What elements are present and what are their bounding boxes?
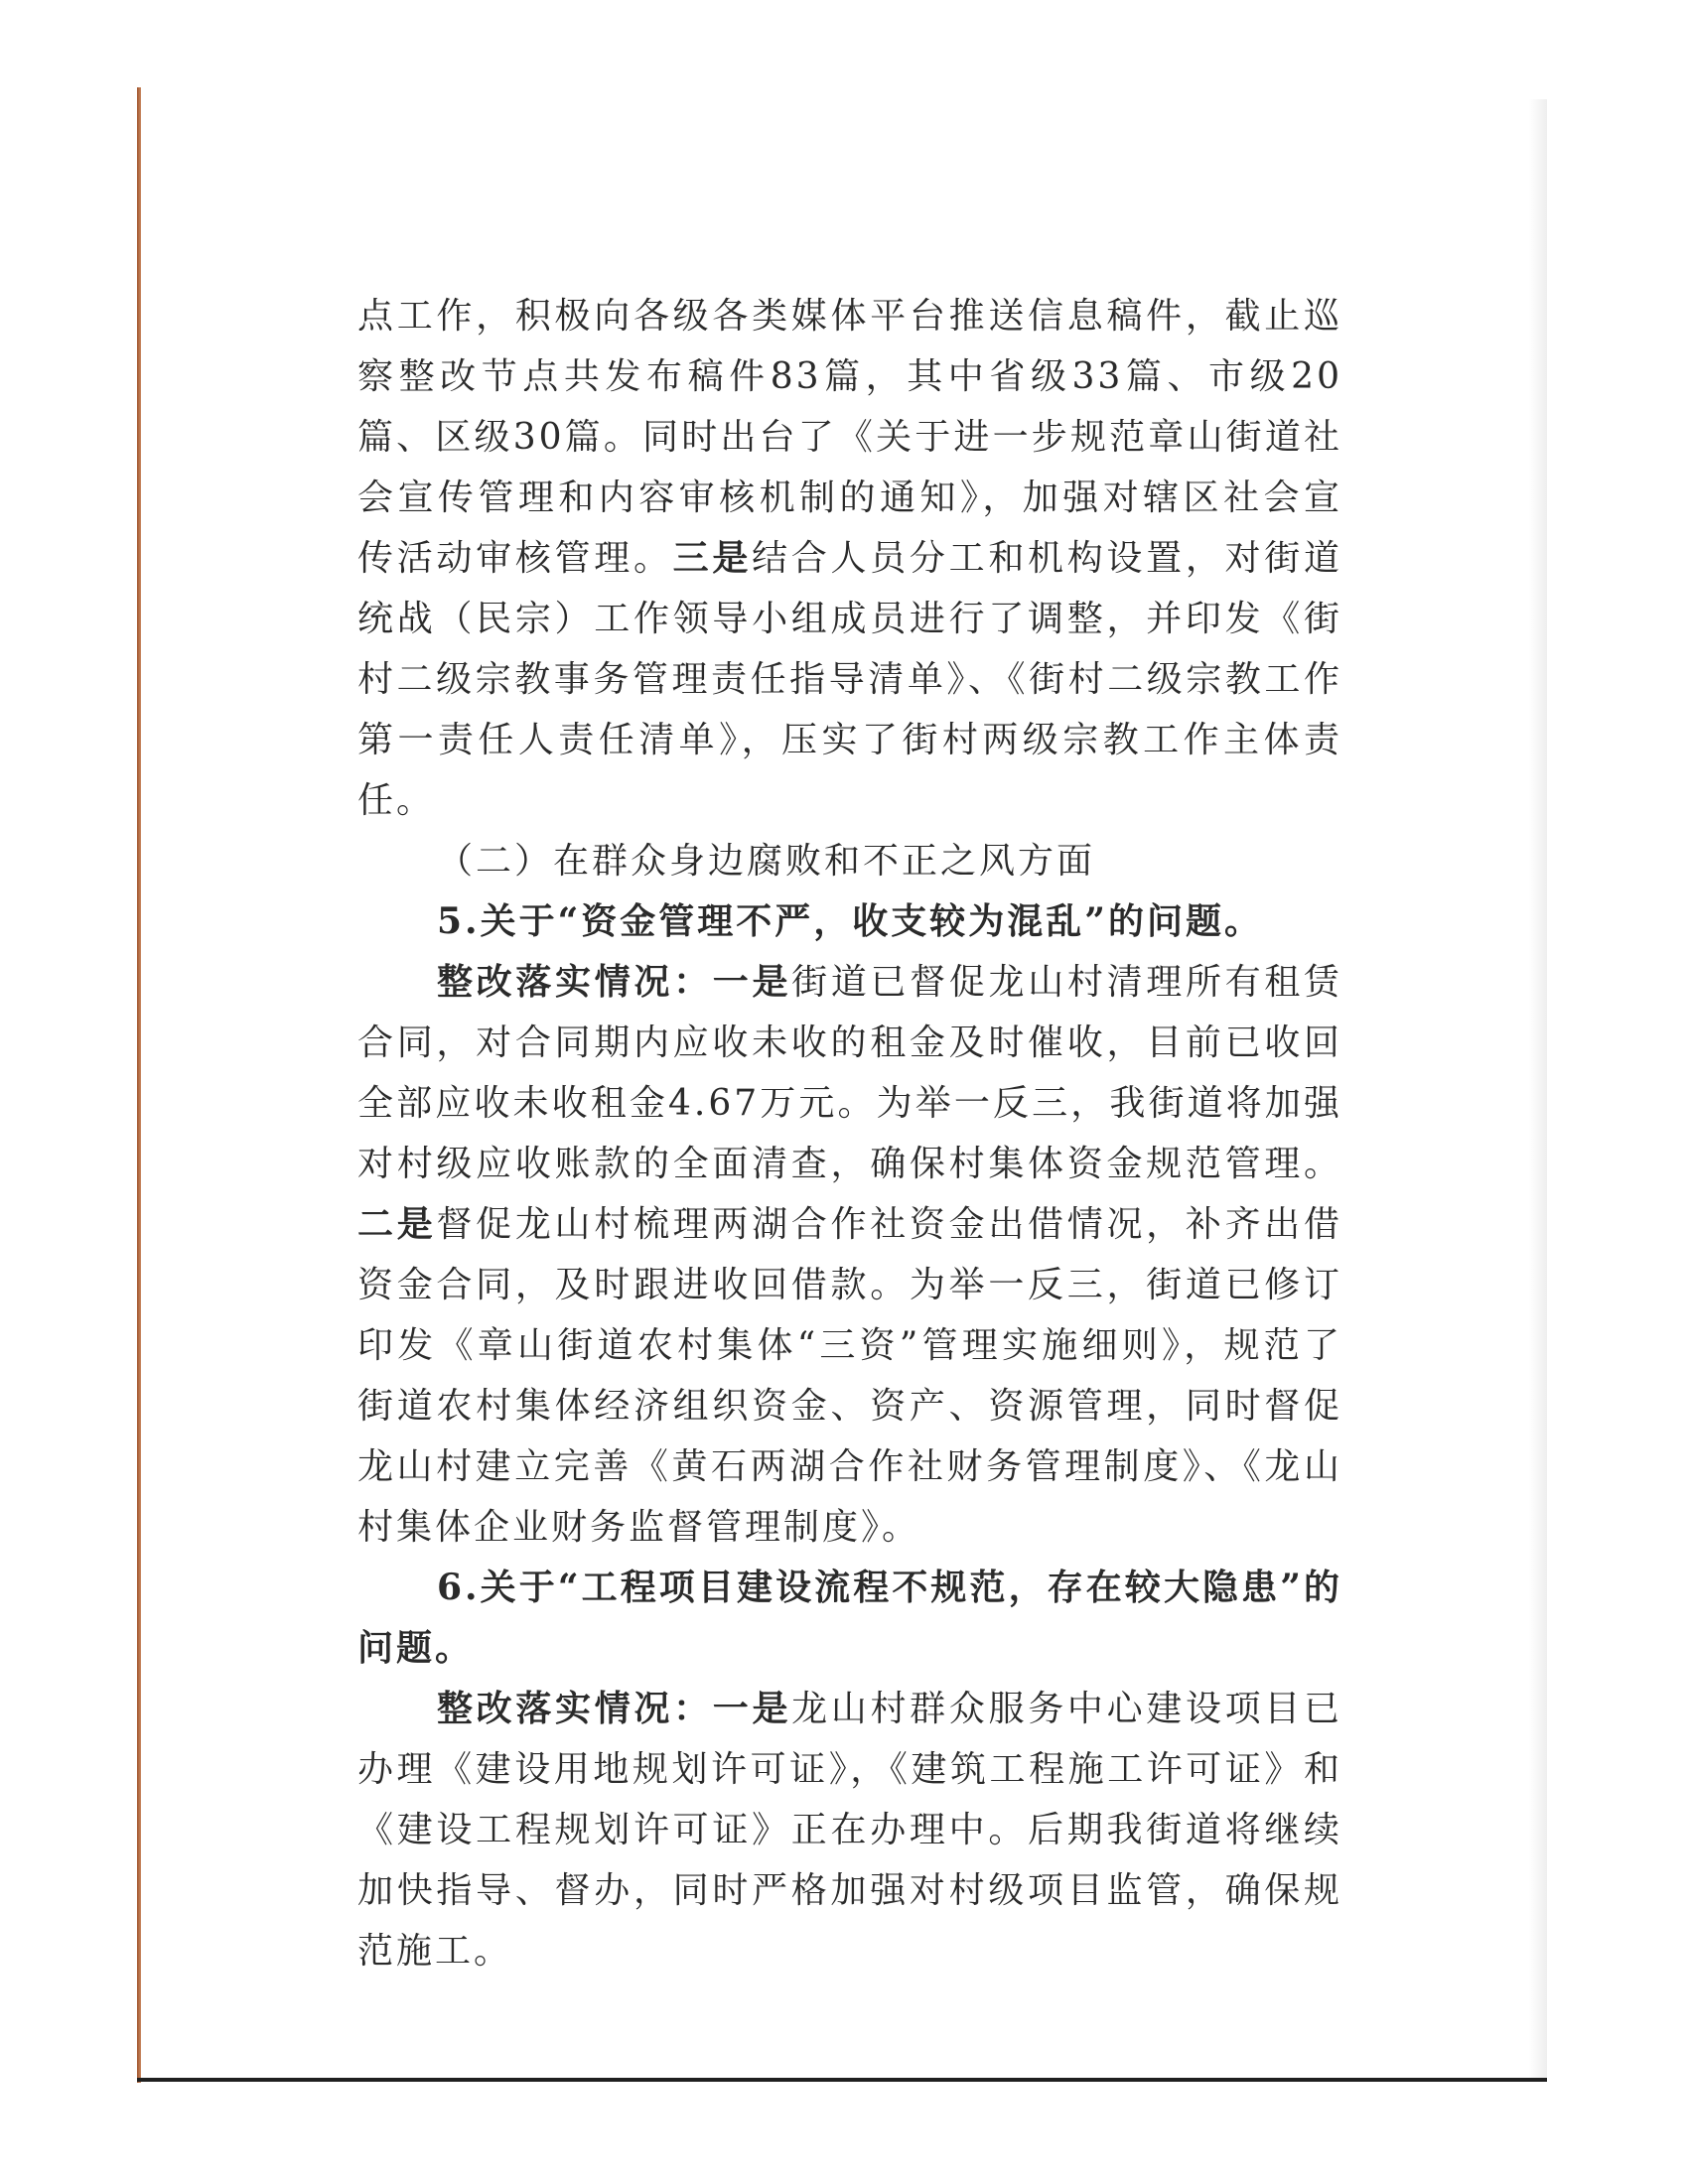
issue-5-heading: 5.关于“资金管理不严，收支较为混乱”的问题。 (437, 900, 1263, 942)
rectification-label: 整改落实情况： (437, 1688, 713, 1729)
point-two-text: 督促龙山村梳理两湖合作社资金出借情况，补齐出借资金合同，及时跟进收回借款。为举一反三，街道已修订印发《章山街道农村集体“三资”管理实施细则》，规范了街道农村集体经济组织资金、资产、资源管理，同时督促龙山村建立完善《黄石两湖合作社财务管理制度》、《龙山村集体企业财务监督管理制度》。 (357, 1204, 1342, 1548)
issue-6-heading: 6.关于“工程项目建设流程不规范，存在较大隐患”的问题。 (357, 1567, 1342, 1669)
scan-edge-left (137, 87, 141, 2083)
point-one-lead: 一是 (712, 1688, 792, 1729)
issue-5-rectification (357, 952, 1342, 1558)
document-page (357, 286, 1342, 1981)
paragraph-publicity (357, 286, 1342, 831)
issue-6-rectification (357, 1679, 1342, 1981)
section-heading-2: （二）在群众身边腐败和不正之风方面 (437, 841, 1096, 882)
scan-edge-bottom (137, 2078, 1547, 2082)
paragraph-publicity-text: 点工作，积极向各级各类媒体平台推送信息稿件，截止巡察整改节点共发布稿件83篇，其中省级33篇、市级20篇、区级30篇。同时出台了《关于进一步规范章山街道社会宣传管理和内容审核机制的通知》，加强对辖区社会宣传活动审核管理。 (357, 296, 1342, 579)
point-three-lead: 三是 (672, 537, 753, 579)
point-two-lead: 二是 (357, 1203, 437, 1245)
point-one-text: 龙山村群众服务中心建设项目已办理《建设用地规划许可证》，《建筑工程施工许可证》和《建设工程规划许可证》正在办理中。后期我街道将继续加快指导、督办，同时严格加强对村级项目监管，确保规范施工。 (357, 1689, 1342, 1972)
point-one-text: 街道已督促龙山村清理所有租赁合同，对合同期内应收未收的租金及时催收，目前已收回全部应收未收租金4.67万元。为举一反三，我街道将加强对村级应收账款的全面清查，确保村集体资金规范管理。 (357, 962, 1342, 1184)
point-one-lead: 一是 (712, 961, 792, 1003)
rectification-label: 整改落实情况： (437, 961, 713, 1003)
scan-shadow-right (1529, 99, 1547, 2080)
point-three-text: 结合人员分工和机构设置，对街道统战（民宗）工作领导小组成员进行了调整，并印发《街村二级宗教事务管理责任指导清单》、《街村二级宗教工作第一责任人责任清单》，压实了街村两级宗教工作主体责任。 (357, 538, 1342, 821)
